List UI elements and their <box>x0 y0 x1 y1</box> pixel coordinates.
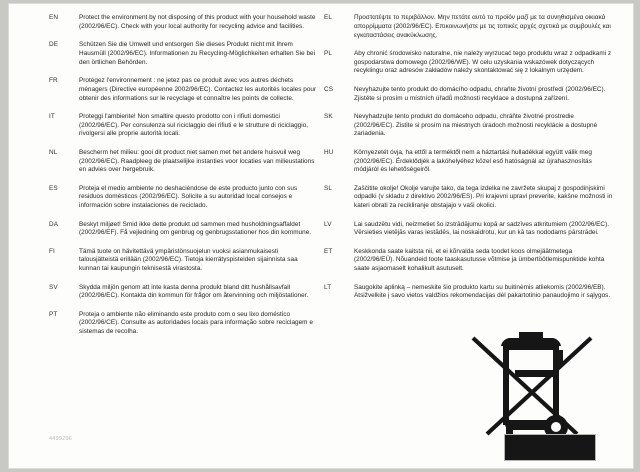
left-language-column <box>49 14 317 347</box>
language-notice-text: Skydda miljön genom att inte kasta denna produkt bland ditt hushållsavfall (2002/96/EC). Kontakta din kommun för frågor om återvinning och miljöstationer. <box>79 283 309 300</box>
language-entry <box>324 86 614 104</box>
language-entry <box>324 149 614 175</box>
language-code: DA <box>49 220 59 228</box>
language-notice-text: Keskkonda saate kaitsta nii, et ei kõrvalda seda toodet koos olmejäätmetega (2002/96/EÜ). Nõuandeid toote taaskasutusse võtmise ja ümbertöötlemispunktide kohta saate asjaomaselt kohalikult asutuselt. <box>354 247 605 273</box>
language-notice-text: Saugokite aplinką – nemeskite šio produkto kartu su buitinėmis atliekomis (2002/96/EB). Atsižvelkite į savo vietos valdžios rekomendacijas dėl pakartotinio panaudojimo ir sąlygos. <box>354 283 611 300</box>
language-notice-text: Tämä tuote on hävitettävä ympäristönsuojelun vuoksi asianmukaisesti talousjätteistä erillään (2002/96/EC). Tietoja kierrätyspisteiden sijainnista saa kunnan tai kaupungin teknisestä virastosta. <box>79 247 298 273</box>
language-code: NL <box>49 148 58 156</box>
language-code: SV <box>49 283 58 291</box>
language-entry <box>324 185 614 211</box>
language-entry <box>49 41 317 67</box>
language-code: EL <box>324 14 333 21</box>
language-code: EN <box>49 14 59 21</box>
redaction-black-bar <box>504 434 596 461</box>
language-notice-text: Προστατέψτε το περιβάλλον. Μην πετάτε αυτό το προϊόν μαζί με τα συνηθισμένα οικιακά απορρίμματα (2002/96/EC). Επικοινωνήστε με τις τοπικές αρχές σχετικά με συμβουλές και εγκαταστάσεις ανακύκλωσης. <box>354 14 611 39</box>
language-entry <box>49 284 317 302</box>
language-code: ET <box>324 247 333 255</box>
right-language-column <box>324 14 614 311</box>
language-entry <box>324 113 614 139</box>
language-code: SK <box>324 112 333 120</box>
language-notice-text: Környezetét óvja, ha ettől a terméktől nem a háztartási hulladékkal együtt válik meg (2002/96/EC). Érdeklődjék a lakóhelyéhez közel eső hatóságnál az újrahasznosítás módjáról és lehetőségeiről. <box>354 148 592 174</box>
language-entry <box>49 149 317 175</box>
language-entry <box>49 77 317 103</box>
language-notice-text: Nevyhadzujte tento produkt do domáceho odpadu, chráňte životné prostredie (2002/96/EC). Zistite si prosím na miestnych úradoch možnosti recyklácie a dostupné zariadenia. <box>354 112 598 138</box>
language-notice-text: Schützen Sie die Umwelt und entsorgen Sie dieses Produkt nicht mit Ihrem Hausmüll (2002/96/EC). Informationen zu Recycling-Möglichkeiten erhalten Sie bei den örtlichen Behörden. <box>79 41 316 66</box>
language-entry <box>324 248 614 274</box>
language-code: LV <box>324 220 332 228</box>
language-code: SL <box>324 184 333 192</box>
part-number: 4499296 <box>49 436 73 442</box>
language-code: CS <box>324 85 334 93</box>
document-page <box>9 4 633 468</box>
language-code: ES <box>49 184 58 192</box>
language-entry <box>324 50 614 76</box>
language-entry <box>324 284 614 302</box>
language-notice-text: Protect the environment by not disposing of this product with your household waste (2002/96/EC). Check with your local authority for recycling advice and facilities. <box>79 14 316 30</box>
language-notice-text: Protégez l'environnement : ne jetez pas ce produit avec vos autres déchets ménagers (Directive européenne 2002/96/EC). Contactez les autorités locales pour obtenir des informations sur le recyclage et connaître les points de collecte. <box>79 76 317 102</box>
language-entry <box>324 14 614 40</box>
language-notice-text: Lai saudzētu vidi, neizmetiet šo izstrādājumu kopā ar sadzīves atkritumiem (2002/96/EC). Vērsieties vietējās varas iestādēs, lai noskaidrotu, kur un kā tas nododams pārstrādei. <box>354 220 610 237</box>
language-code: PT <box>49 310 58 318</box>
language-code: FR <box>49 76 58 84</box>
language-entry <box>49 113 317 139</box>
language-code: LT <box>324 283 332 291</box>
language-entry <box>49 311 317 337</box>
language-notice-text: Beskyt miljøet! Smid ikke dette produkt ud sammen med husholdningsaffaldet (2002/96/EF). Få vejledning om genbrug og genbrugsstationer hos din kommune. <box>79 220 312 237</box>
language-code: IT <box>49 112 55 120</box>
language-notice-text: Proteja el medio ambiente no deshaciéndose de este producto junto con sus residuos domésticos (2002/96/EC). Solicite a su autoridad local consejos e información sobre instalaciones de reciclado. <box>79 184 298 210</box>
language-notice-text: Nevyhazujte tento produkt do domácího odpadu, chraňte životní prostředí (2002/96/EC). Zjistěte si prosím u místních úřadů možnosti recyklace a dostupná zařízení. <box>354 85 606 102</box>
language-notice-text: Aby chronić środowisko naturalne, nie należy wyrzucać tego produktu wraz z odpadkami z gospodarstwa domowego (2002/96/WE). W celu uzyskania wskazówek dotyczących recyklingu oraz adresów zakładów należy skontaktować się z lokalnym urzędem. <box>354 49 612 75</box>
language-notice-text: Proteja o ambiente não eliminando este produto com o seu lixo doméstico (2002/96/CE). Consulte as autoridades locais para informação sobre reciclagem e sistemas de recolha. <box>79 310 313 336</box>
language-notice-text: Zaščitite okolje! Okolje varujte tako, da tega izdelka ne zavržete skupaj z gospodinjskimi odpadki (v skladu z direktivo 2002/96/ES). Pri krajevni upravi preverite, kakšne možnosti in kateri obrati za recikliranje obstajajo v vaši okolici. <box>354 184 613 210</box>
language-code: HU <box>324 148 334 156</box>
language-entry <box>49 14 317 32</box>
language-notice-text: Proteggi l'ambiente! Non smaltire questo prodotto con i rifiuti domestici (2002/96/EC). Per consulenza sul riciclaggio dei rifiuti e le strutture di riciclaggio, rivolgersi alle proprie autorità locali. <box>79 112 309 138</box>
language-code: FI <box>49 247 55 255</box>
language-entry <box>324 221 614 239</box>
language-entry <box>49 185 317 211</box>
language-entry <box>49 221 317 239</box>
language-entry <box>49 248 317 274</box>
language-code: PL <box>324 49 333 57</box>
language-notice-text: Bescherm het milieu: gooi dit product niet samen met het andere huisvuil weg (2002/96/EC). Raadpleeg de plaatselijke instanties voor locaties van milieustations en advies over hergebruik. <box>79 148 315 174</box>
language-code: DE <box>49 41 59 49</box>
